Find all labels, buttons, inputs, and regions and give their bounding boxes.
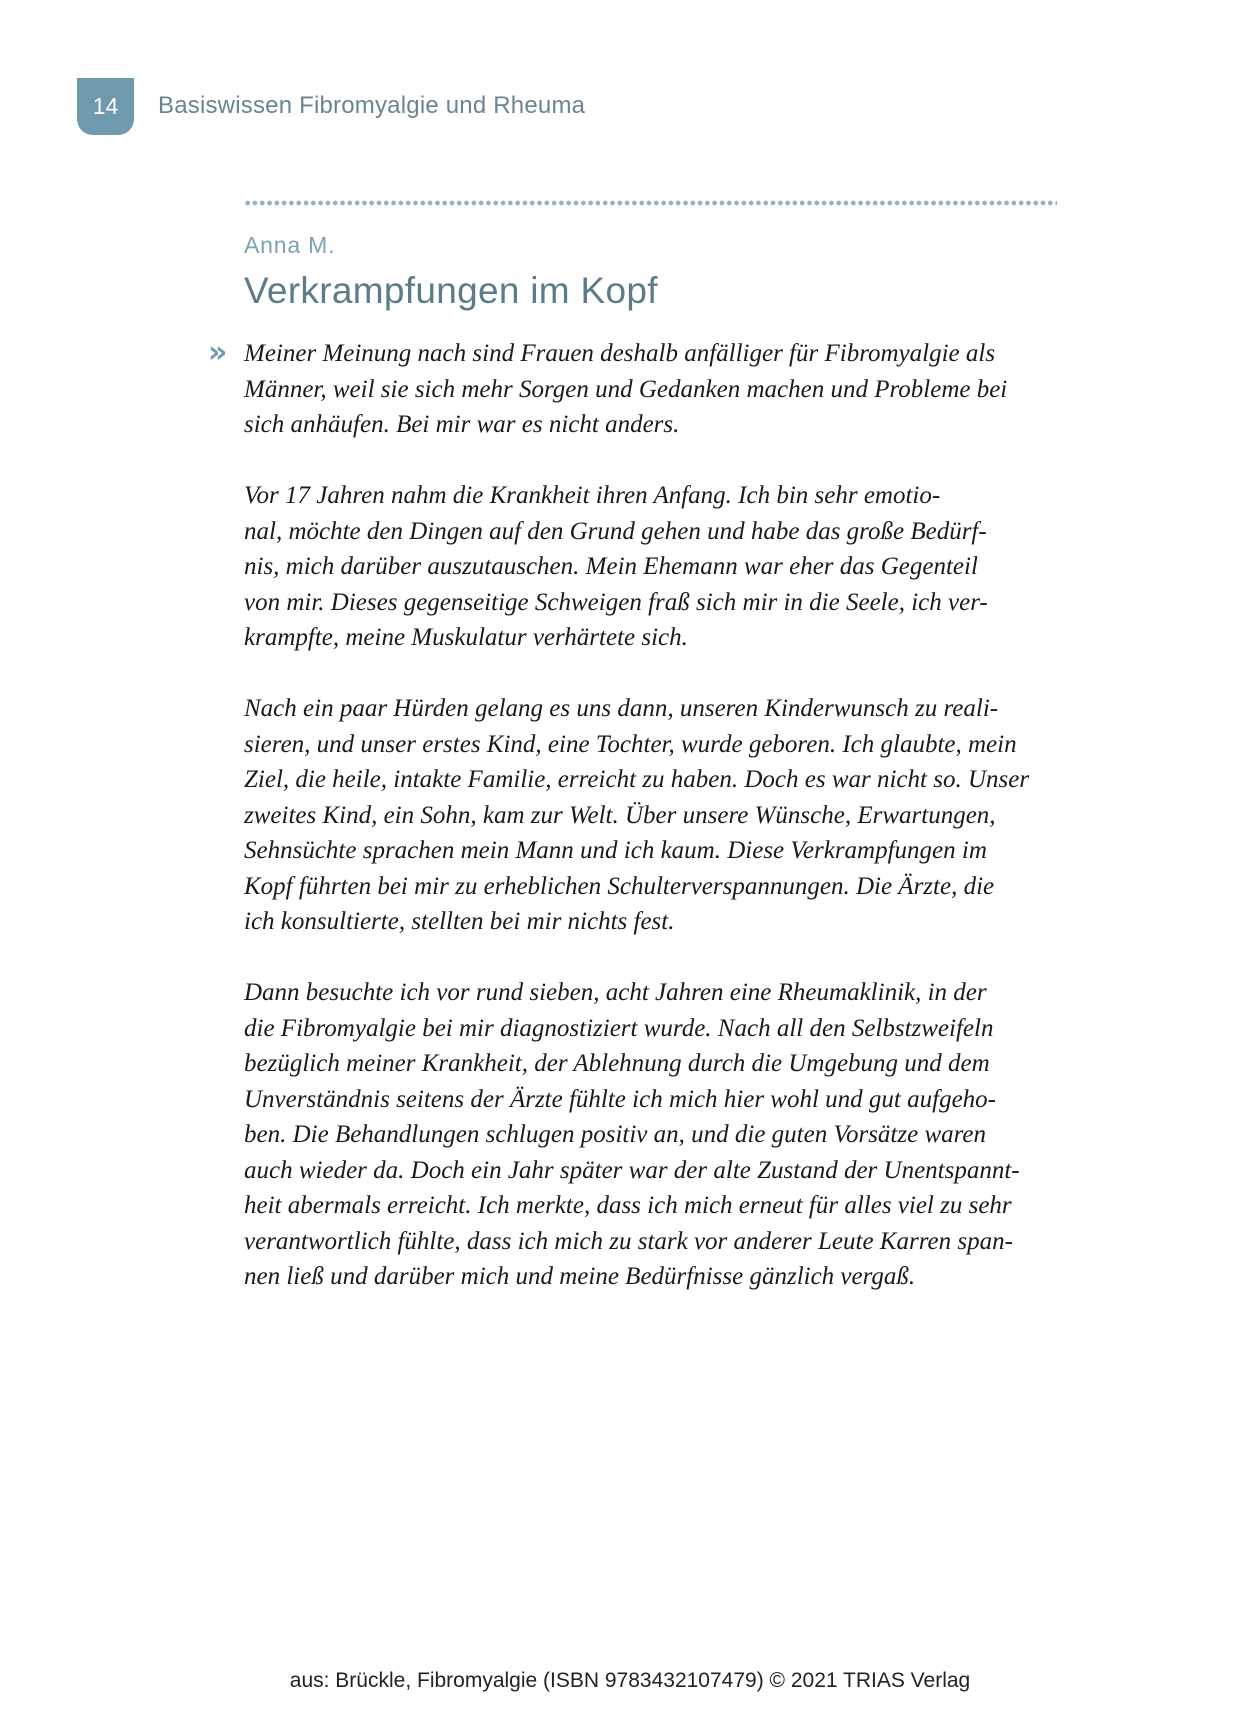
text-line: Unverständnis seitens der Ärzte fühlte ich mich hier wohl und gut aufgeho- bbox=[244, 1085, 996, 1113]
text-line: krampfte, meine Muskulatur verhärtete sich. bbox=[244, 624, 688, 651]
paragraph bbox=[244, 336, 1084, 443]
text-line: Vor 17 Jahren nahm die Krankheit ihren Anfang. Ich bin sehr emotio- bbox=[244, 482, 941, 509]
text-line: verantwortlich fühlte, dass ich mich zu stark vor anderer Leute Karren span- bbox=[244, 1227, 1013, 1255]
text-line: auch wieder da. Doch ein Jahr später war der alte Zustand der Unentspannt- bbox=[244, 1156, 1020, 1184]
text-line: nal, möchte den Dingen auf den Grund gehen und habe das große Bedürf- bbox=[244, 517, 987, 545]
footer-credit: aus: Brückle, Fibromyalgie (ISBN 9783432107479) © 2021 TRIAS Verlag bbox=[289, 1669, 971, 1692]
story-author: Anna M. bbox=[244, 232, 336, 258]
page-number-badge: 14 bbox=[77, 78, 134, 135]
text-line: Meiner Meinung nach sind Frauen deshalb anfälliger für Fibromyalgie als bbox=[244, 340, 996, 367]
text-line: von mir. Dieses gegenseitige Schweigen fraß sich mir in die Seele, ich ver- bbox=[244, 588, 988, 616]
text-line: zweites Kind, ein Sohn, kam zur Welt. Über unsere Wünsche, Erwartungen, bbox=[244, 801, 996, 829]
text-line: Nach ein paar Hürden gelang es uns dann, unseren Kinderwunsch zu reali- bbox=[244, 695, 999, 722]
text-line: sich anhäufen. Bei mir war es nicht anders. bbox=[244, 411, 680, 438]
text-line: ben. Die Behandlungen schlugen positiv an, und die guten Vorsätze waren bbox=[244, 1121, 987, 1148]
text-line: ich konsultierte, stellten bei mir nichts fest. bbox=[244, 908, 675, 935]
text-line: Dann besuchte ich vor rund sieben, acht Jahren eine Rheumaklinik, in der bbox=[244, 979, 987, 1006]
quote-chevron-icon: » bbox=[208, 335, 228, 370]
running-header-title: Basiswissen Fibromyalgie und Rheuma bbox=[158, 92, 586, 119]
story-title: Verkrampfungen im Kopf bbox=[244, 270, 658, 311]
dotted-divider bbox=[244, 200, 1057, 206]
text-line: nen ließ und darüber mich und meine Bedürfnisse gänzlich vergaß. bbox=[244, 1263, 916, 1290]
paragraph bbox=[244, 975, 1084, 1295]
paragraph bbox=[244, 478, 1084, 656]
text-line: Ziel, die heile, intakte Familie, erreicht zu haben. Doch es war nicht so. Unser bbox=[244, 766, 1030, 793]
paragraph bbox=[244, 691, 1084, 940]
text-line: heit abermals erreicht. Ich merkte, dass ich mich erneut für alles viel zu sehr bbox=[244, 1192, 1012, 1219]
text-line: bezüglich meiner Krankheit, der Ablehnung durch die Umgebung und dem bbox=[244, 1050, 990, 1077]
text-line: Männer, weil sie sich mehr Sorgen und Gedanken machen und Probleme bei bbox=[244, 375, 1008, 403]
text-line: Sehnsüchte sprachen mein Mann und ich kaum. Diese Verkrampfungen im bbox=[244, 837, 987, 864]
story-body bbox=[244, 336, 1084, 1330]
text-line: Kopf führten bei mir zu erheblichen Schulterverspannungen. Die Ärzte, die bbox=[244, 872, 995, 900]
text-line: die Fibromyalgie bei mir diagnostiziert wurde. Nach all den Selbstzweifeln bbox=[244, 1014, 994, 1042]
text-line: nis, mich darüber auszutauschen. Mein Ehemann war eher das Gegenteil bbox=[244, 553, 978, 580]
text-line: sieren, und unser erstes Kind, eine Tochter, wurde geboren. Ich glaubte, mein bbox=[244, 730, 1017, 758]
